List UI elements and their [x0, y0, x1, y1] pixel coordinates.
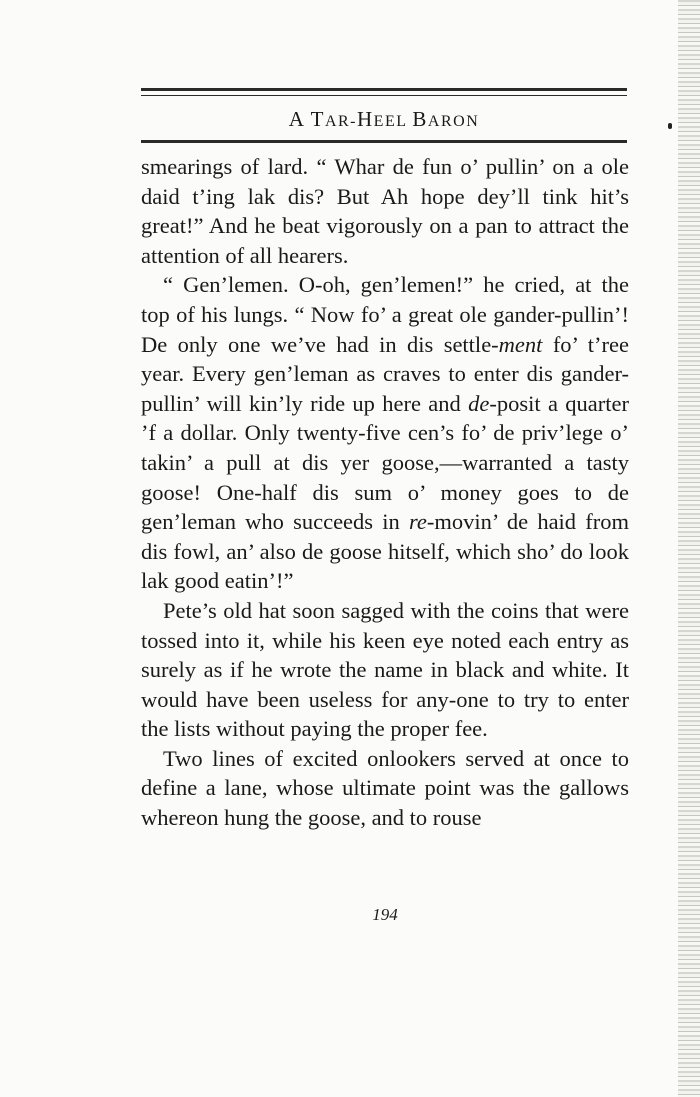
header-rule-top [141, 88, 627, 91]
body-text [141, 152, 629, 833]
paragraph-4: Two lines of excited onlookers served at once to define a lane, whose ultimate point was the gallows whereon hung the goose, and to rouse [141, 745, 629, 831]
running-header: A TAR-HEEL BARON [288, 107, 480, 131]
page-edge [678, 0, 700, 1097]
paragraph-1: smearings of lard. “ Whar de fun o’ pullin’ on a ole daid t’ing lak dis? But Ah hope dey’ll tink hit’s great!” And he beat vigorously on a pan to attract the attention of all hearers. [141, 154, 629, 268]
page-number: 194 [372, 905, 398, 924]
header-rule-bottom [141, 140, 627, 143]
paragraph-2: “ Gen’lemen. O-oh, gen’lemen!” he cried, at the top of his lungs. “ Now fo’ a great ole gander-pullin’! De only one we’ve had in dis settle-ment fo’ t’ree year. Every gen’leman as craves to enter dis gander-pullin’ will kin’ly ride up here and de-posit a quarter ’f a dollar. Only twenty-five cen’s fo’ de priv’lege o’ takin’ a pull at dis yer goose,—warranted a tasty goose! One-half dis sum o’ money goes to de gen’leman who succeeds in re-movin’ de haid from dis fowl, an’ also de goose hitself, which sho’ do look lak good eatin’!” [141, 272, 629, 594]
edge-mark [668, 123, 672, 129]
paragraph-3: Pete’s old hat soon sagged with the coins that were tossed into it, while his keen eye noted each entry as surely as if he wrote the name in black and white. It would have been useless for any-one to try to enter the lists without paying the proper fee. [141, 597, 629, 742]
header-rule-top-thin [141, 95, 627, 96]
